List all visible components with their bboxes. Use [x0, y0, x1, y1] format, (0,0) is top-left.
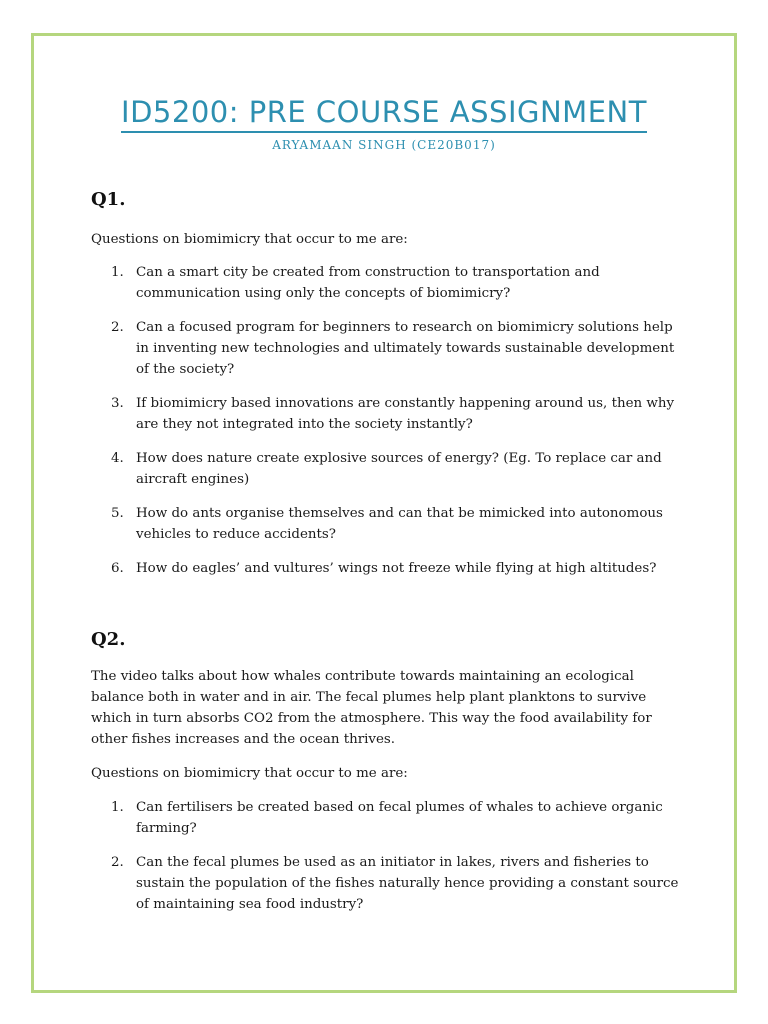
q1-question-list — [91, 262, 681, 592]
list-item — [91, 503, 681, 545]
document-title: ID5200: PRE COURSE ASSIGNMENT — [121, 93, 647, 133]
list-item — [91, 393, 681, 435]
q2-intro: Questions on biomimicry that occur to me are: — [91, 766, 408, 781]
q1-heading: Q1. — [91, 189, 126, 210]
q2-question-list — [91, 797, 681, 928]
list-item — [91, 797, 681, 839]
q2-heading: Q2. — [91, 629, 126, 650]
list-item-number: 1. — [111, 800, 124, 815]
list-item — [91, 448, 681, 490]
list-item-number: 6. — [111, 561, 124, 576]
list-item-text: If biomimicry based innovations are constantly happening around us, then why are they not integrated into the society instantly? — [136, 396, 675, 432]
q1-intro: Questions on biomimicry that occur to me are: — [91, 232, 408, 247]
q2-paragraph: The video talks about how whales contribute towards maintaining an ecological balance both in water and in air. The fecal plumes help plant planktons to survive which in turn absorbs CO2 from the atmosphere. This way the food availability for other fishes increases and the ocean thrives. — [91, 669, 652, 747]
list-item-number: 2. — [111, 320, 124, 335]
list-item-text: Can the fecal plumes be used as an initiator in lakes, rivers and fisheries to sustain the population of the fishes naturally hence providing a constant source of maintaining sea food industry? — [136, 855, 679, 912]
list-item-number: 4. — [111, 451, 124, 466]
list-item-number: 5. — [111, 506, 124, 521]
list-item-text: How do eagles’ and vultures’ wings not freeze while flying at high altitudes? — [136, 561, 657, 576]
list-item — [91, 262, 681, 304]
list-item — [91, 317, 681, 380]
list-item-text: How does nature create explosive sources of energy? (Eg. To replace car and aircraft engines) — [136, 451, 662, 487]
list-item-number: 1. — [111, 265, 124, 280]
list-item-number: 2. — [111, 855, 124, 870]
list-item-text: Can a smart city be created from construction to transportation and communication using only the concepts of biomimicry? — [136, 265, 600, 301]
list-item — [91, 852, 681, 915]
list-item-text: Can a focused program for beginners to research on biomimicry solutions help in inventing new technologies and ultimately towards sustainable development of the society? — [136, 320, 675, 377]
list-item-text: How do ants organise themselves and can that be mimicked into autonomous vehicles to reduce accidents? — [136, 506, 663, 542]
document-author: ARYAMAAN SINGH (CE20B017) — [272, 138, 496, 152]
list-item-text: Can fertilisers be created based on fecal plumes of whales to achieve organic farming? — [136, 800, 663, 836]
document-title-block — [0, 93, 768, 133]
list-item-number: 3. — [111, 396, 124, 411]
list-item — [91, 558, 681, 579]
